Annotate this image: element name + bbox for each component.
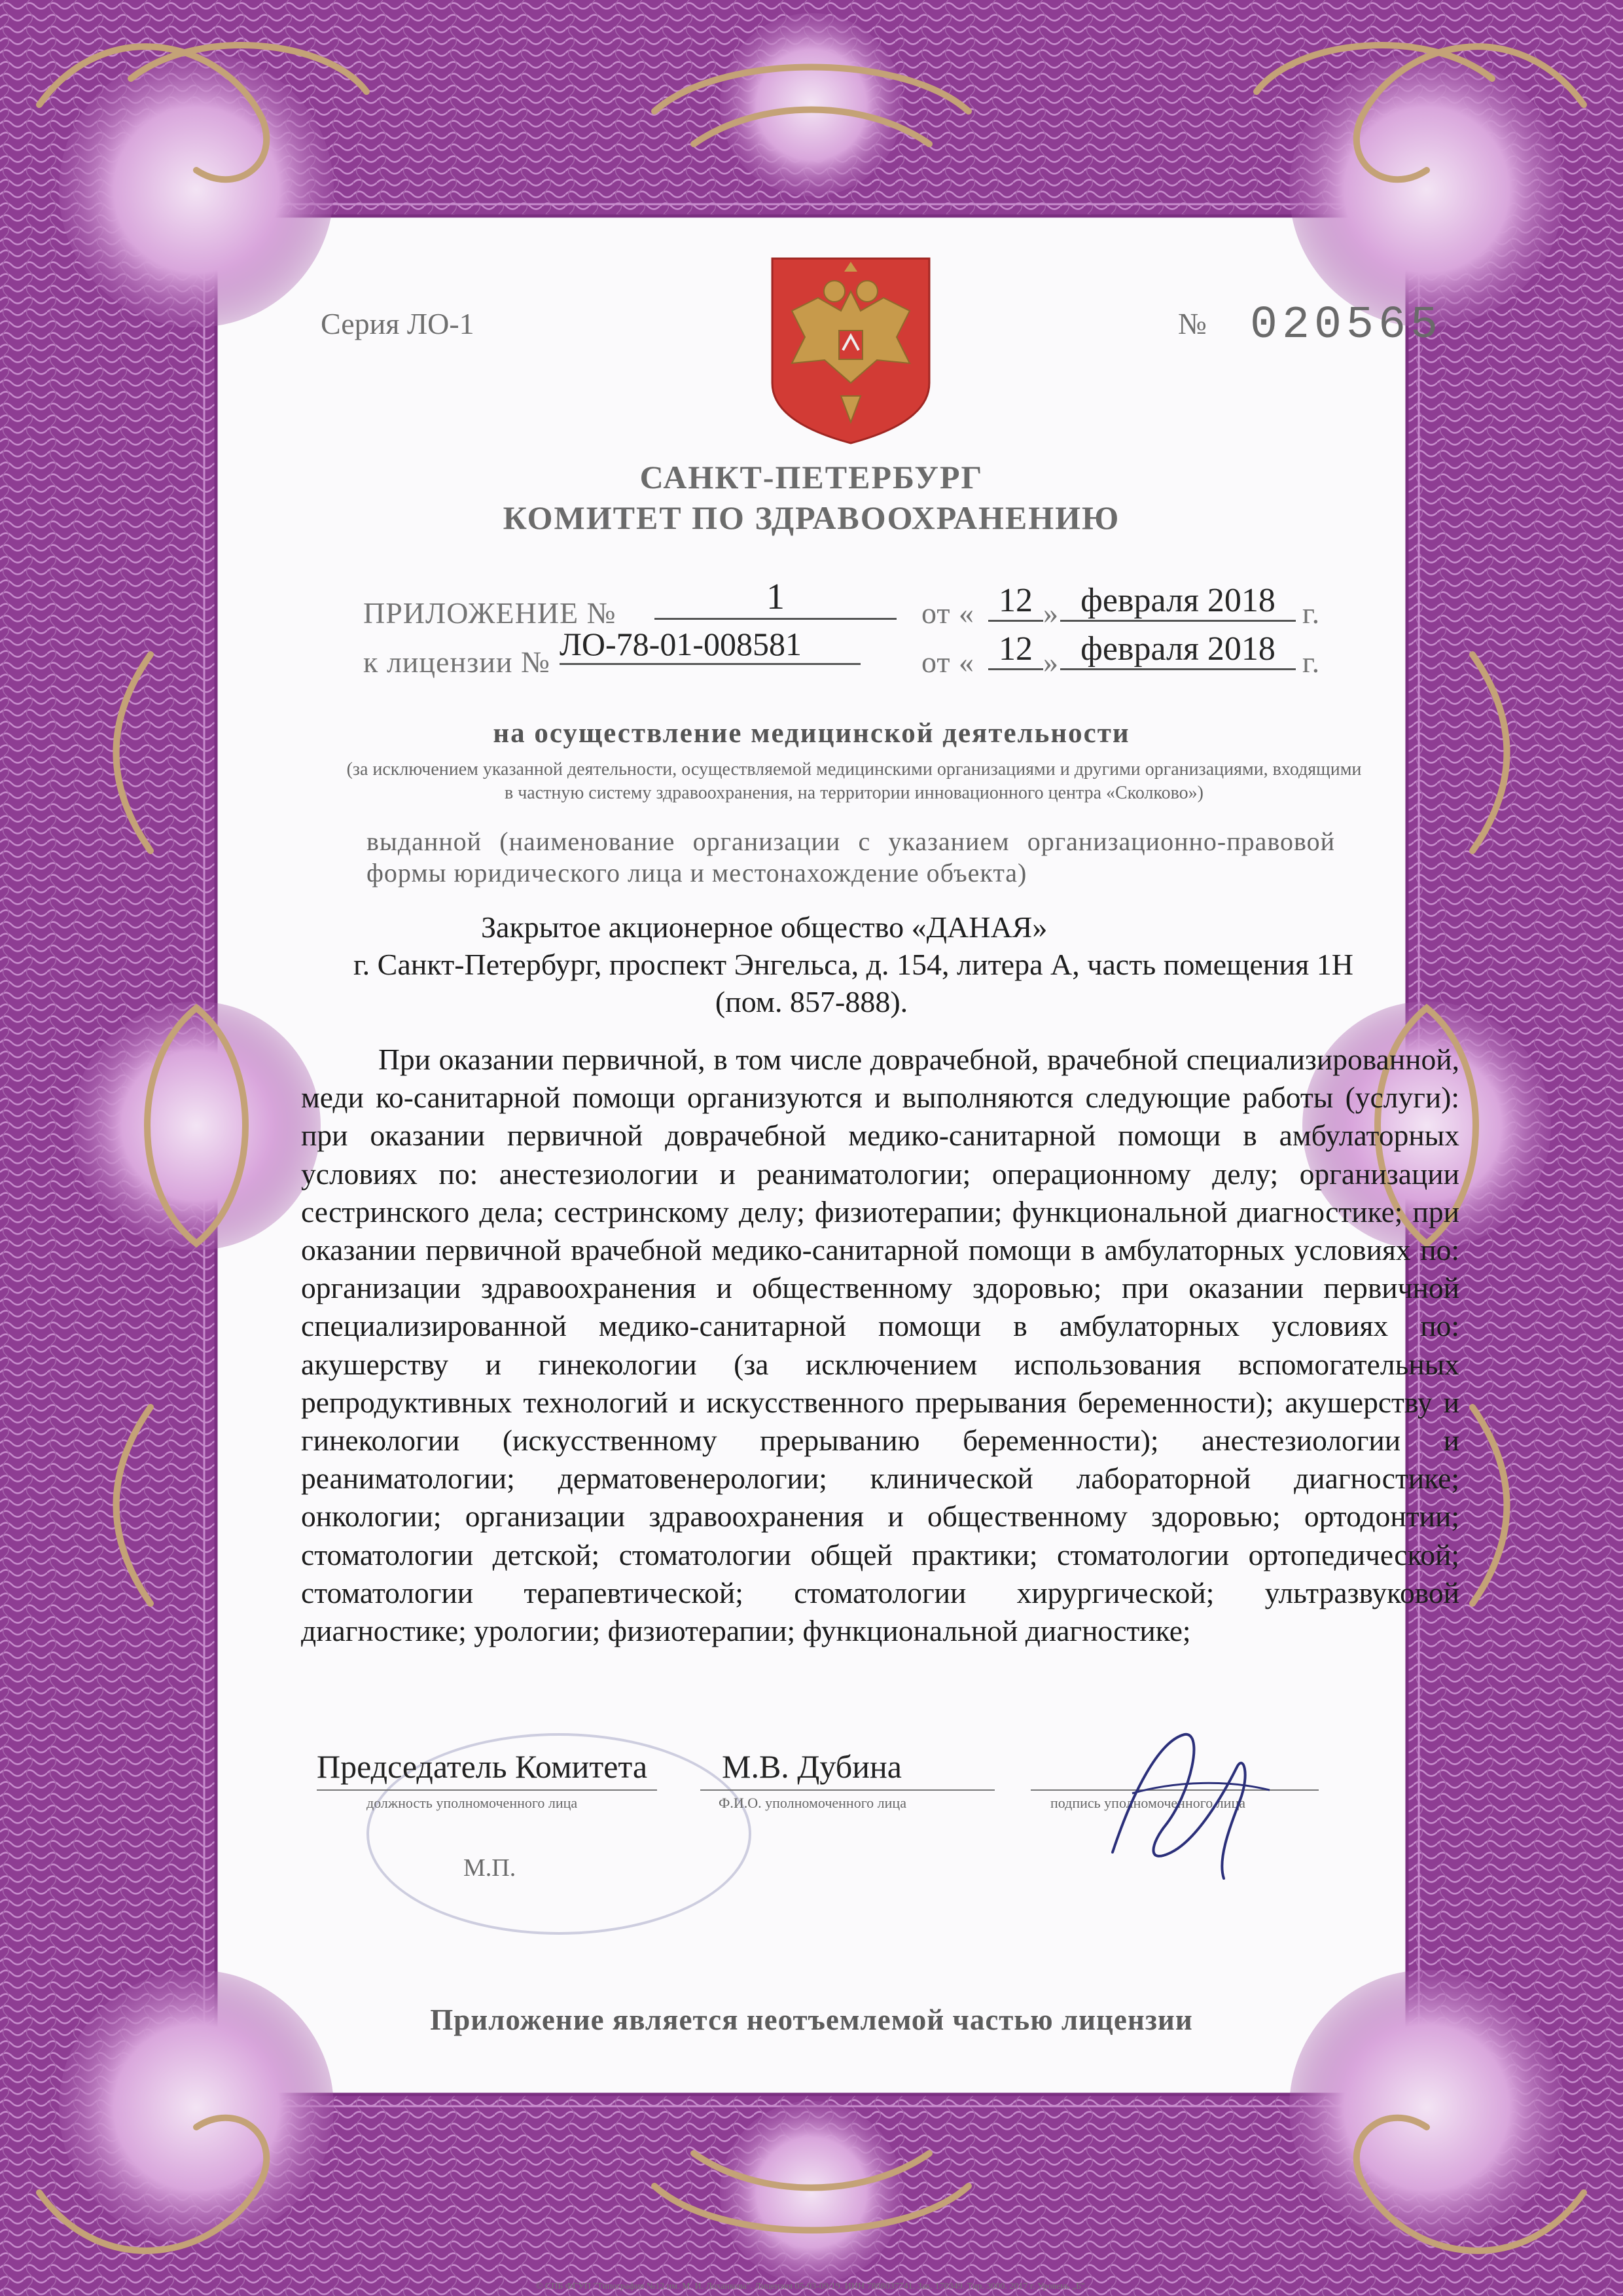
appendix-day: 12 [988, 581, 1043, 622]
appendix-date-prefix: от « [921, 596, 974, 630]
name-caption: Ф.И.О. уполномоченного лица [719, 1795, 906, 1811]
name-underline [700, 1789, 995, 1791]
russian-coat-of-arms-icon [766, 252, 936, 448]
issued-label: выданной (наименование организации с указанием организационно-правовой формы юридического лица и местонахождение объекта) [366, 827, 1335, 888]
license-date-prefix: от « [921, 645, 974, 679]
license-label: к лицензии № [363, 645, 550, 679]
appendix-label: ПРИЛОЖЕНИЕ № [363, 596, 616, 630]
handwritten-signature-icon [1086, 1715, 1283, 1892]
signatory-name: М.В. Дубина [722, 1748, 902, 1785]
license-day-close: » [1043, 645, 1059, 679]
address-line-1: г. Санкт-Петербург, проспект Энгельса, д. 154, литера А, часть помещения 1Н [353, 948, 1353, 981]
printer-imprint: © СПБ ФГУП "Типография №12 им. М. И. Лоханкова". Лицензия 05-03-09/19. ИНН 7808037741. Зак. 170349. Тир. 3000. 2017 г. Уровень „Б". [535, 2282, 1088, 2291]
license-month-year: февраля 2018 [1060, 630, 1296, 670]
appendix-year-suffix: г. [1302, 596, 1321, 630]
license-number: ЛО-78-01-008581 [560, 625, 861, 665]
appendix-number: 1 [654, 576, 897, 620]
activity-note: (за исключением указанной деятельности, осуществляемой медицинскими организациями и другими организациями, входящими в частную систему здравоохранения, на территории инновационного центра «Сколково») [346, 759, 1362, 803]
services-paragraph [301, 1041, 1459, 1650]
license-day: 12 [988, 630, 1043, 670]
signature-caption: подпись уполномоченного лица [1050, 1795, 1245, 1811]
license-year-suffix: г. [1302, 645, 1321, 679]
header-city: САНКТ-ПЕТЕРБУРГ [639, 459, 984, 495]
address-line-2: (пом. 857-888). [715, 985, 908, 1018]
form-number: 020565 [1250, 300, 1443, 351]
footer-note: Приложение является неотъемлемой частью лицензии [430, 2003, 1193, 2036]
position-underline [317, 1789, 657, 1791]
stamp-place-label: М.П. [463, 1854, 516, 1882]
position-caption: должность уполномоченного лица [366, 1795, 578, 1811]
organization-name: Закрытое акционерное общество «ДАНАЯ» [481, 910, 1048, 944]
header-committee: КОМИТЕТ ПО ЗДРАВООХРАНЕНИЮ [503, 499, 1120, 536]
appendix-month-year: февраля 2018 [1060, 581, 1296, 622]
appendix-day-close: » [1043, 596, 1059, 630]
series-label: Серия ЛО-1 [321, 307, 474, 340]
activity-title: на осуществление медицинской деятельности [493, 718, 1130, 749]
signatory-position: Председатель Комитета [317, 1748, 648, 1785]
services-text: При оказании первичной, в том числе доврачебной, врачебной специализированной, меди ко-санитарной помощи организуются и выполняются следующие работы (услуги): при оказании первичной доврачебной медико-санитарной помощи в амбулаторных условиях по: анестезиологии и реаниматологии; операционному делу; организации сестринского дела; сестринскому делу; физиотерапии; функциональной диагностике; при оказании первичной врачебной медико-санитарной помощи в амбулаторных условиях по: организации здравоохранения и общественному здоровью; при оказании первичной специализированной медико-санитарной помощи в амбулаторных условиях по: акушерству и гинекологии (за исключением использования вспомогательных репродуктивных технологий и искусственного прерывания беременности); акушерству и гинекологии (искусственному прерыванию беременности); анестезиологии и реаниматологии; дерматовенерологии; клинической лабораторной диагностике; онкологии; организации здравоохранения и общественному здоровью; ортодонтии; стоматологии детской; стоматологии общей практики; стоматологии ортопедической; стоматологии терапевтической; стоматологии хирургической; ультразвуковой диагностике; урологии; физиотерапии; функциональной диагностике; [301, 1043, 1459, 1648]
number-sign: № [1178, 307, 1207, 340]
